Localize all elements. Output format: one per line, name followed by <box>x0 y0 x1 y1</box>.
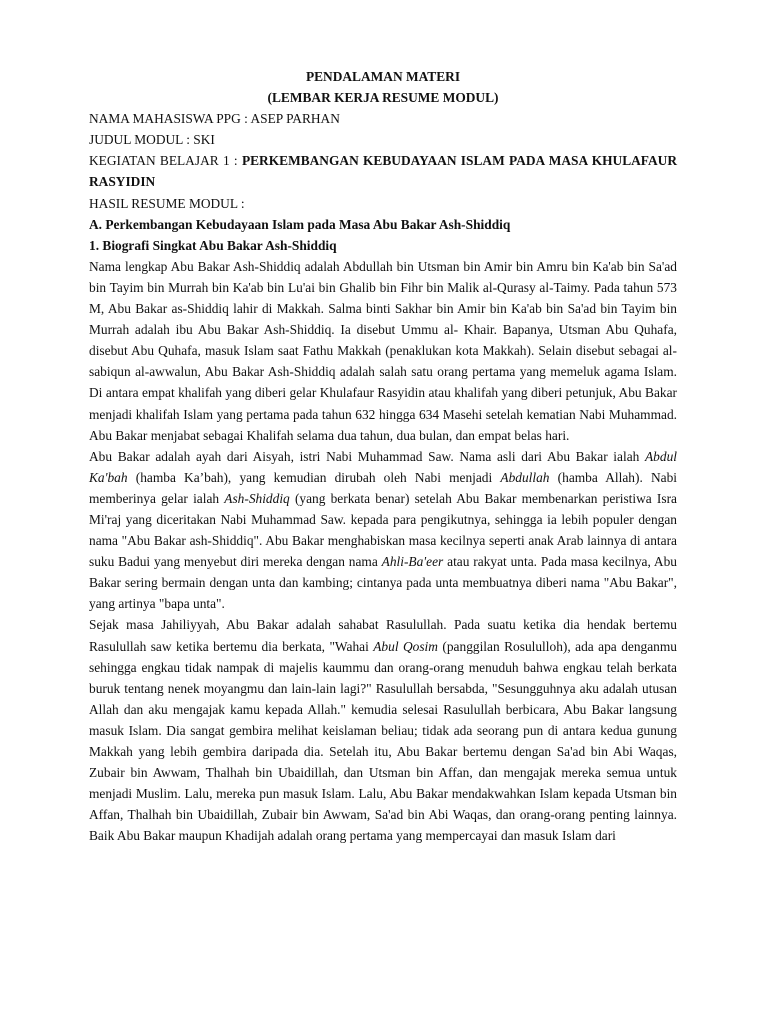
learning-activity-title: PERKEMBANGAN KEBUDAYAAN ISLAM PADA MASA KHULAFAUR RASYIDIN <box>89 153 677 190</box>
italic-term-abdullah: Abdullah <box>500 469 550 485</box>
paragraph-3 <box>89 614 677 846</box>
module-title-line: JUDUL MODUL : SKI <box>89 132 215 148</box>
learning-activity-label: KEGIATAN BELAJAR 1 : <box>89 153 242 169</box>
paragraph-2-text-d: (yang berkata benar) setelah Abu Bakar membenarkan peristiwa Isra Mi'raj yang diceritakan Nabi Muhammad Saw. kepada para pengikutnya, sehingga ia lebih populer dengan nama "Abu Bakar ash-Shiddiq". Abu Bakar menghabiskan masa kecilnya seperti anak Arab lainnya di antara suku Badui yang menyebut diri mereka dengan nama <box>89 490 677 570</box>
italic-term-ahli-baeer: Ahli-Ba'eer <box>381 554 444 570</box>
document-subtitle: (LEMBAR KERJA RESUME MODUL) <box>267 90 499 106</box>
paragraph-2-text-b: (hamba Ka’bah), yang kemudian dirubah oleh Nabi menjadi <box>127 469 501 485</box>
learning-activity-line <box>89 150 677 192</box>
student-name-line: NAMA MAHASISWA PPG : ASEP PARHAN <box>89 111 340 127</box>
document-title: PENDALAMAN MATERI <box>305 69 461 84</box>
section-heading: A. Perkembangan Kebudayaan Islam pada Masa Abu Bakar Ash-Shiddiq <box>89 216 511 232</box>
paragraph-3-text-a: Sejak masa Jahiliyyah, Abu Bakar adalah sahabat Rasulullah. Pada suatu ketika dia hendak bertemu Rasulullah saw ketika bertemu dia berkata, "Wahai <box>89 617 677 654</box>
italic-term-abul-qosim: Abul Qosim <box>373 638 438 654</box>
paragraph-2 <box>89 446 677 615</box>
paragraph-2-text-e: atau rakyat unta. Pada masa kecilnya, Abu Bakar sering bermain dengan unta dan kambing; cintanya pada unta membuatnya diberi nama "Abu Bakar", yang artinya "bapa unta". <box>89 554 677 612</box>
italic-term-ash-shiddiq: Ash-Shiddiq <box>224 490 290 506</box>
resume-label: HASIL RESUME MODUL : <box>89 195 245 211</box>
italic-term-abdul-kabah: Abdul Ka'bah <box>89 448 677 485</box>
paragraph-2-text-c: (hamba Allah). Nabi memberinya gelar ialah <box>89 469 677 506</box>
paragraph-1 <box>89 256 677 446</box>
paragraph-3-text-b: (panggilan Rosululloh), ada apa denganmu sehingga engkau tidak nampak di majelis kaummu dan orang-orang menuduh bahwa engkau telah berkata buruk tentang nenek moyangmu dan lain-lain lagi?" Rasulullah bersabda, "Sesungguhnya aku adalah utusan Allah dan aku mengajak kamu kepada Allah." kemudia selesai Rasulullah berbicara, Abu Bakar langsung masuk Islam. Dia sangat gembira melihat keislaman beliau; tidak ada seorang pun di antara kedua gunung Makkah yang lebih gembira daripada dia. Setelah itu, Abu Bakar bertemu dengan Sa'ad bin Abi Waqas, Zubair bin Awwam, Thalhah bin Ubaidillah, dan Utsman bin Affan, dan mengajak mereka semua untuk menjadi Muslim. Lalu, mereka pun masuk Islam. Lalu, Abu Bakar mendakwahkan Islam kepada Utsman bin Affan, Thalhah bin Ubaidillah, Zubair bin Awwam, Sa'ad bin Abi Waqas, dan orang-orang penting lainnya. Baik Abu Bakar maupun Khadijah adalah orang pertama yang mempercayai dan masuk Islam dari <box>89 638 677 844</box>
document-page <box>89 66 677 846</box>
subsection-heading: 1. Biografi Singkat Abu Bakar Ash-Shiddiq <box>89 237 337 253</box>
paragraph-2-text-a: Abu Bakar adalah ayah dari Aisyah, istri Nabi Muhammad Saw. Nama asli dari Abu Bakar ialah <box>89 448 645 464</box>
paragraph-1-text: Nama lengkap Abu Bakar Ash-Shiddiq adalah Abdullah bin Utsman bin Amir bin Amru bin Ka'ab bin Sa'ad bin Tayim bin Murrah bin Ka'ab bin Lu'ai bin Ghalib bin Fihr bin Malik al-Qurasy al-Taimy. Pada tahun 573 M, Abu Bakar as-Shiddiq lahir di Makkah. Salma binti Sakhar bin Amir bin Ka'ab bin Sa'ad bin Tayim bin Murrah adalah ibu Abu Bakar Ash-Shiddiq. Ia disebut Ummu al- Khair. Bapanya, Utsman Abu Quhafa, disebut Abu Quhafa, masuk Islam saat Fathu Makkah (penaklukan kota Makkah). Selain disebut sebagai al-sabiqun al-awwalun, Abu Bakar Ash-Shiddiq adalah salah satu orang pertama yang memeluk agama Islam. Di antara empat khalifah yang diberi gelar Khulafaur Rasyidin atau khalifah yang diberi petunjuk, Abu Bakar menjadi khalifah Islam yang pertama pada tahun 632 hingga 634 Masehi setelah kematian Nabi Muhammad. Abu Bakar menjabat sebagai Khalifah selama dua tahun, dua bulan, dan empat belas hari. <box>89 258 677 443</box>
